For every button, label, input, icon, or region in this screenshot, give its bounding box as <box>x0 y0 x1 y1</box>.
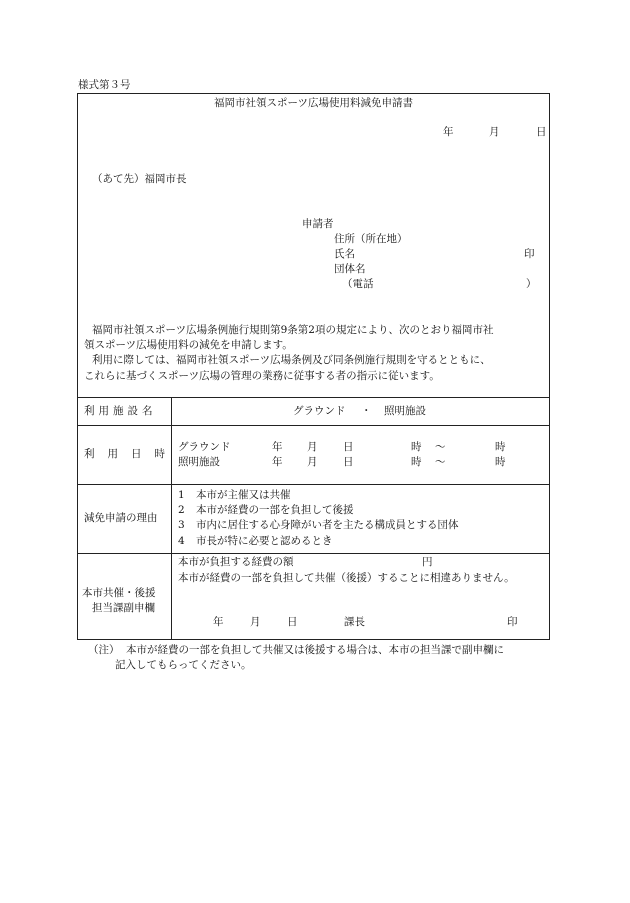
row-divider-2 <box>77 484 550 485</box>
reason-item-text: 市内に居住する心身障がい者を主たる構成員とする団体 <box>196 519 459 531</box>
row-divider-1 <box>77 425 550 426</box>
usage-row-year: 年 <box>272 441 283 453</box>
usage-row-hour-from: 時 <box>411 456 422 468</box>
usage-row-hour-to: 時 <box>495 441 506 453</box>
reason-item-text: 本市が主催又は共催 <box>196 489 291 501</box>
applicant-seal: 印 <box>524 248 535 260</box>
cosponsor-cost-label: 本市が負担する経費の額 <box>178 556 294 568</box>
usage-row-hour-from: 時 <box>411 441 422 453</box>
date-year: 年 <box>443 126 454 138</box>
applicant-phone-close: ） <box>526 278 537 290</box>
cosponsor-year: 年 <box>213 616 224 628</box>
applicant-heading: 申請者 <box>302 218 334 230</box>
cosponsor-month: 月 <box>250 616 261 628</box>
reason-item-number: 3 <box>178 519 185 531</box>
table-top-border <box>77 397 550 398</box>
body-paragraph-2-line-1: 利用に際しては、福岡市社領スポーツ広場条例及び同条例施行規則を守るとともに、 <box>92 354 491 366</box>
reason-item-text: 市長が特に必要と認めるとき <box>196 535 333 547</box>
reason-item-number: 4 <box>178 535 185 547</box>
facility-label: 利用施設名 <box>84 405 157 417</box>
usage-row-tilde: ～ <box>435 456 446 468</box>
cosponsor-label-line-1: 本市共催・後援 <box>82 587 156 599</box>
usage-row-year: 年 <box>272 456 283 468</box>
reason-item-text: 本市が経費の一部を負担して後援 <box>196 504 354 516</box>
cosponsor-yen: 円 <box>422 556 433 568</box>
cosponsor-statement: 本市が経費の一部を負担して共催（後援）することに相違ありません。 <box>178 572 515 584</box>
addressee: （あて先）福岡市長 <box>92 173 187 185</box>
usage-row-day: 日 <box>343 456 354 468</box>
date-day: 日 <box>536 126 547 138</box>
row-divider-3 <box>77 553 550 554</box>
facility-ground: グラウンド <box>293 405 346 417</box>
facility-dot: ・ <box>361 405 372 417</box>
date-month: 月 <box>489 126 500 138</box>
body-paragraph-2-line-2: これらに基づくスポーツ広場の管理の業務に従事する者の指示に従います。 <box>84 370 440 382</box>
cosponsor-day: 日 <box>287 616 298 628</box>
note-line-2: 記入してもらってください。 <box>115 659 252 671</box>
body-paragraph-1-line-1: 福岡市社領スポーツ広場条例施行規則第9条第2項の規定により、次のとおり福岡市社 <box>92 324 494 336</box>
note-label: （注） <box>88 644 120 656</box>
note-line-1: 本市が経費の一部を負担して共催又は後援する場合は、本市の担当課で副申欄に <box>126 644 504 656</box>
reason-item-number: 1 <box>178 489 185 501</box>
label-column-divider <box>171 397 172 640</box>
facility-lighting: 照明施設 <box>384 405 426 417</box>
cosponsor-chief: 課長 <box>344 616 365 628</box>
form-number: 様式第３号 <box>78 79 131 91</box>
usage-row-name: 照明施設 <box>178 456 220 468</box>
usage-row-name: グラウンド <box>178 441 231 453</box>
applicant-address: 住所（所在地） <box>334 233 408 245</box>
reason-label: 減免申請の理由 <box>84 512 158 524</box>
reason-item-number: 2 <box>178 504 185 516</box>
usage-row-month: 月 <box>307 441 318 453</box>
usage-date-label: 利用日時 <box>84 448 178 460</box>
cosponsor-seal: 印 <box>507 616 518 628</box>
usage-row-month: 月 <box>307 456 318 468</box>
body-paragraph-1-line-2: 領スポーツ広場使用料の減免を申請します。 <box>84 339 293 351</box>
applicant-name: 氏名 <box>334 248 355 260</box>
applicant-group: 団体名 <box>334 263 366 275</box>
usage-row-day: 日 <box>343 441 354 453</box>
applicant-phone-open: （電話 <box>342 278 374 290</box>
usage-row-hour-to: 時 <box>495 456 506 468</box>
usage-row-tilde: ～ <box>435 441 446 453</box>
form-title: 福岡市社領スポーツ広場使用料減免申請書 <box>213 97 414 109</box>
cosponsor-label-line-2: 担当課副申欄 <box>92 602 155 614</box>
